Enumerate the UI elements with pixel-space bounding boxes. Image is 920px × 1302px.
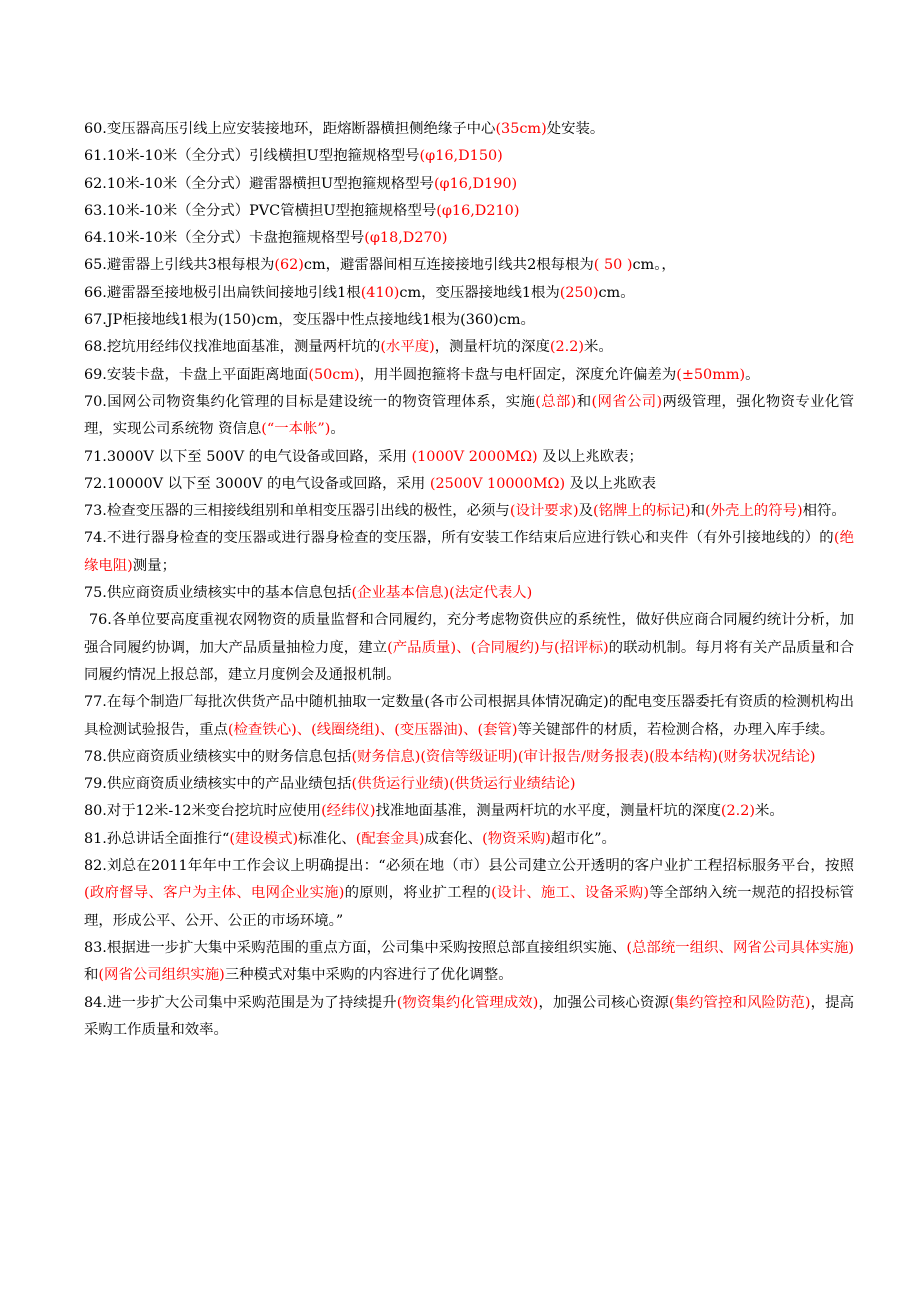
answer-text: (经纬仪) xyxy=(321,803,376,820)
answer-text: (φ18,D270) xyxy=(364,230,448,247)
question-text: 等关键部件的材质，若检测合格，办理入库手续。 xyxy=(517,721,835,738)
answer-text: (企业基本信息)(法定代表人) xyxy=(351,585,533,602)
answer-text: (1000V 2000MΩ) xyxy=(411,448,538,465)
question-q63 xyxy=(84,198,854,225)
answer-text: (设计要求) xyxy=(509,503,579,520)
question-text: 成套化、 xyxy=(424,830,483,847)
question-text: 的原则，将业扩工程的 xyxy=(344,885,492,902)
question-text: 两级管理，强化物资专业化管理，实现公司系统物 资信息 xyxy=(84,393,855,438)
question-text: ，用半圆抱箍将卡盘与电杆固定，深度允许偏差为 xyxy=(359,366,677,383)
answer-text: (网省公司组织实施) xyxy=(98,967,225,984)
question-text: 及以上兆欧表； xyxy=(537,448,643,465)
question-q76 xyxy=(84,607,854,689)
question-q61 xyxy=(84,143,854,170)
question-text: 等全部纳入统一规范的招投标管理，形成公平、公开、公正的市场环境。” xyxy=(84,885,854,929)
question-text: 及 xyxy=(578,503,594,520)
question-text: 72.10000V 以下至 3000V 的电气设备或回路，采用 xyxy=(84,475,430,492)
answer-text: (设计、施工、设备采购) xyxy=(491,885,649,902)
question-text: 75.供应商资质业绩核实中的基本信息包括 xyxy=(84,585,352,602)
question-text: 63.10米-10米（全分式）PVC管横担U型抱箍规格型号 xyxy=(84,202,437,219)
answer-text: (水平度) xyxy=(380,339,435,356)
question-text: 84.进一步扩大公司集中采购范围是为了持续提升 xyxy=(84,994,397,1011)
question-text: 83.根据进一步扩大集中采购范围的重点方面，公司集中采购按照总部直接组织实施、 xyxy=(84,939,627,956)
answer-text: (网省公司) xyxy=(591,393,663,410)
answer-text: (外壳上的符号) xyxy=(705,503,803,520)
answer-text: (建设模式) xyxy=(229,830,299,847)
question-text: ，提高采购工作质量和效率。 xyxy=(84,994,854,1038)
question-q81 xyxy=(84,826,854,853)
question-q70 xyxy=(84,389,854,444)
question-text: 。 xyxy=(330,421,345,438)
answer-text: (产品质量)、(合同履约)与(招评标) xyxy=(387,639,609,656)
question-text: 处安装。 xyxy=(546,121,605,137)
answer-text: (总部统一组织、网省公司具体实施) xyxy=(626,939,855,956)
question-q67 xyxy=(84,307,854,334)
question-text: 79.供应商资质业绩核实中的产品业绩包括 xyxy=(84,776,352,793)
question-text: 米。 xyxy=(583,339,613,356)
answer-text: (2500V 10000MΩ) xyxy=(429,475,566,492)
question-text: cm。， xyxy=(632,257,676,274)
question-text: 62.10米-10米（全分式）避雷器横担U型抱箍规格型号 xyxy=(84,175,434,192)
question-list xyxy=(84,116,854,1044)
answer-text: (配套金具) xyxy=(355,830,425,847)
question-text: cm，变压器接地线1根为 xyxy=(399,284,560,301)
question-q73 xyxy=(84,498,854,525)
answer-text: ( 50 ) xyxy=(593,257,633,274)
answer-text: (35cm) xyxy=(495,121,547,137)
answer-text: (φ16,D210) xyxy=(436,202,520,219)
answer-text: (物资采购) xyxy=(482,830,551,847)
question-q65 xyxy=(84,252,854,279)
question-q84 xyxy=(84,990,854,1045)
question-q80 xyxy=(84,798,854,825)
question-text: ，加强公司核心资源 xyxy=(538,994,669,1011)
answer-text: (50cm) xyxy=(308,366,360,383)
question-text: 及以上兆欧表 xyxy=(565,475,657,492)
answer-text: (政府督导、客户为主体、电网企业实施) xyxy=(84,885,345,902)
answer-text: (物资集约化管理成效) xyxy=(396,994,539,1011)
question-text: 74.不进行器身检查的变压器或进行器身检查的变压器，所有安装工作结束后应进行铁心和夹件（有外引接地线的）的 xyxy=(84,530,834,547)
answer-text: (集约管控和风险防范) xyxy=(668,994,811,1011)
question-text: 67.JP柜接地线1根为(150)cm，变压器中性点接地线1根为(360)cm。 xyxy=(84,312,535,329)
question-q77 xyxy=(84,689,854,744)
question-text: 70.国网公司物资集约化管理的目标是建设统一的物资管理体系，实施 xyxy=(84,393,536,410)
question-text: 76.各单位要高度重视农网物资的质量监督和合同履约，充分考虑物资供应的系统性，做好供应商合同履约统计分析，加强合同履约协调，加大产品质量抽检力度，建立 xyxy=(84,612,854,656)
question-q72 xyxy=(84,471,854,498)
question-text: 77.在每个制造厂每批次供货产品中随机抽取一定数量(各市公司根据具体情况确定)的配电变压器委托有资质的检测机构出具检测试验报告，重点 xyxy=(84,694,854,738)
question-q68 xyxy=(84,334,854,361)
question-text: 和 xyxy=(576,393,592,410)
answer-text: (检查铁心)、(线圈绕组)、(变压器油)、(套管) xyxy=(227,721,518,738)
answer-text: (铭牌上的标记) xyxy=(593,503,691,520)
answer-text: (2.2) xyxy=(720,803,755,820)
answer-text: (62) xyxy=(274,257,304,274)
question-text: 和 xyxy=(84,967,99,984)
question-q60 xyxy=(84,116,854,143)
answer-text: (供货运行业绩)(供货运行业绩结论) xyxy=(351,776,576,793)
question-text: 测量； xyxy=(132,557,176,574)
question-q75 xyxy=(84,580,854,607)
answer-text: (绝缘电阻) xyxy=(84,530,854,574)
question-text: 69.安装卡盘，卡盘上平面距离地面 xyxy=(84,366,309,383)
question-text: 米。 xyxy=(754,803,784,820)
question-text: ，测量杆坑的深度 xyxy=(434,339,550,356)
question-text: 66.避雷器至接地极引出扁铁间接地引线1根 xyxy=(84,284,361,301)
question-q69 xyxy=(84,362,854,389)
question-text: 64.10米-10米（全分式）卡盘抱箍规格型号 xyxy=(84,230,365,247)
answer-text: (250) xyxy=(559,284,599,301)
question-q71 xyxy=(84,444,854,471)
question-q64 xyxy=(84,225,854,252)
question-q83 xyxy=(84,935,854,990)
question-text: 68.挖坑用经纬仪找准地面基准，测量两杆坑的 xyxy=(84,339,381,356)
question-text: 80.对于12米-12米变台挖坑时应使用 xyxy=(84,803,322,820)
answer-text: (2.2) xyxy=(549,339,584,356)
question-q74 xyxy=(84,525,854,580)
question-text: 73.检查变压器的三相接线组别和单相变压器引出线的极性，必须与 xyxy=(84,503,510,520)
question-text: 的联动机制。每月将有关产品质量和合同履约情况上报总部，建立月度例会及通报机制。 xyxy=(84,639,854,683)
answer-text: (“一本帐”) xyxy=(261,421,331,438)
question-text: 78.供应商资质业绩核实中的财务信息包括 xyxy=(84,748,352,765)
question-q79 xyxy=(84,771,854,798)
question-text: cm。 xyxy=(598,284,635,301)
answer-text: (φ16,D150) xyxy=(419,148,503,165)
question-text: 82.刘总在2011年年中工作会议上明确提出：“必须在地（市）县公司建立公开透明的客户业扩工程招标服务平台，按照 xyxy=(84,858,854,875)
question-text: 相符。 xyxy=(802,503,846,520)
question-text: 61.10米-10米（全分式）引线横担U型抱箍规格型号 xyxy=(84,148,420,165)
question-text: 和 xyxy=(690,503,706,520)
question-text: cm，避雷器间相互连接接地引线共2根每根为 xyxy=(303,257,594,274)
question-q66 xyxy=(84,280,854,307)
question-text: 60.变压器高压引线上应安装接地环，距熔断器横担侧绝缘子中心 xyxy=(84,121,496,137)
question-q82 xyxy=(84,853,854,935)
question-text: 71.3000V 以下至 500V 的电气设备或回路，采用 xyxy=(84,448,412,465)
question-q62 xyxy=(84,171,854,198)
question-q78 xyxy=(84,744,854,771)
answer-text: (总部) xyxy=(535,393,577,410)
question-text: 。 xyxy=(745,366,760,383)
question-text: 65.避雷器上引线共3根每根为 xyxy=(84,257,275,274)
answer-text: (410) xyxy=(360,284,400,301)
question-text: 找准地面基准，测量两杆坑的水平度，测量杆坑的深度 xyxy=(375,803,721,820)
answer-text: (±50mm) xyxy=(676,366,746,383)
answer-text: (φ16,D190) xyxy=(433,175,518,192)
answer-text: (财务信息)(资信等级证明)(审计报告/财务报表)(股本结构)(财务状况结论) xyxy=(351,748,816,765)
question-text: 超市化”。 xyxy=(550,830,616,847)
question-text: 三种模式对集中采购的内容进行了优化调整。 xyxy=(224,967,513,984)
question-text: 81.孙总讲话全面推行“ xyxy=(84,830,230,847)
question-text: 标准化、 xyxy=(298,830,356,847)
